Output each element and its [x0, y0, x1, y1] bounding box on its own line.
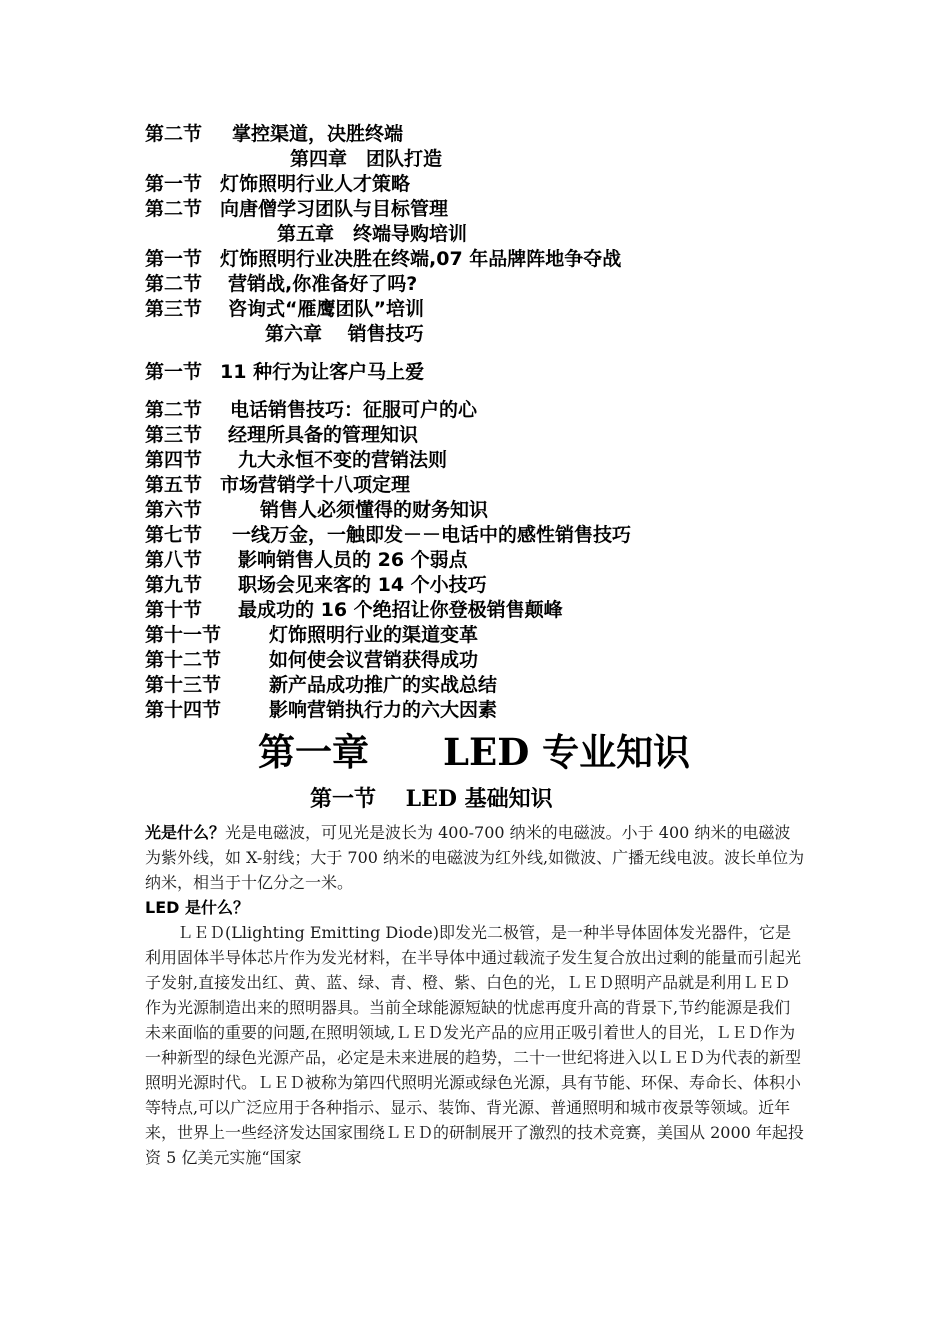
- toc-section-number: 第二节: [145, 399, 203, 421]
- toc-section-number: 第一节: [145, 361, 203, 383]
- toc-section-title: 灯饰照明行业决胜在终端,07 年品牌阵地争夺战: [220, 248, 622, 270]
- toc-line: [145, 673, 497, 698]
- toc-section-title: 第六章 销售技巧: [265, 323, 424, 345]
- toc-section-title: 掌控渠道，决胜终端: [232, 123, 404, 145]
- toc-section-title: 市场营销学十八项定理: [220, 474, 411, 496]
- toc-section-title: 第四章 团队打造: [290, 148, 443, 170]
- toc-line: [145, 272, 417, 297]
- toc-line: [145, 448, 447, 473]
- toc-section-number: 第二节: [145, 198, 203, 220]
- toc-section-title: 11 种行为让客户马上爱: [220, 361, 425, 383]
- toc-section-number: 第十四节: [145, 699, 222, 721]
- toc-line: [145, 197, 448, 222]
- toc-line: [145, 172, 410, 197]
- toc-section-number: 第七节: [145, 524, 203, 546]
- toc-line: [145, 473, 410, 498]
- toc-section-title: 九大永恒不变的营销法则: [238, 449, 448, 471]
- toc-section-title: 如何使会议营销获得成功: [269, 649, 479, 671]
- toc-line: [145, 548, 468, 573]
- question-led: LED 是什么？: [145, 898, 249, 917]
- toc-section-title: 职场会见来客的 14 个小技巧: [238, 574, 487, 596]
- toc-line: [265, 322, 424, 347]
- toc-section-number: 第十三节: [145, 674, 222, 696]
- toc-section-number: 第三节: [145, 298, 203, 320]
- toc-section-title: 影响销售人员的 26 个弱点: [238, 549, 468, 571]
- toc-section-title: 灯饰照明行业的渠道变革: [269, 624, 479, 646]
- chapter-title: 第一章 LED 专业知识: [258, 730, 691, 774]
- paragraph-led: ＬＥＤ(Llighting Emitting Diode)即发光二极管，是一种半导体固体发光器件，它是利用固体半导体芯片作为发光材料，在半导体中通过载流子发生复合放出过剩的能量而引起光子发射,直接发出红、黄、蓝、绿、青、橙、紫、白色的光，ＬＥＤ照明产品就是利用ＬＥＤ作为光源制造出来的照明器具。当前全球能源短缺的忧虑再度升高的背景下,节约能源是我们未来面临的重要的问题,在照明领域,ＬＥＤ发光产品的应用正吸引着世人的目光，ＬＥＤ作为一种新型的绿色光源产品，必定是未来进展的趋势，二十一世纪将进入以ＬＥＤ为代表的新型照明光源时代。ＬＥＤ被称为第四代照明光源或绿色光源，具有节能、环保、寿命长、体积小等特点,可以广泛应用于各种指示、显示、装饰、背光源、普通照明和城市夜景等领域。近年来，世界上一些经济发达国家围绕ＬＥＤ的研制展开了激烈的技术竞赛，美国从 2000 年起投资 5 亿美元实施“国家: [145, 923, 804, 1167]
- toc-section-title: 销售人必须懂得的财务知识: [260, 499, 489, 521]
- toc-line: [145, 698, 497, 723]
- toc-section-title: 电话销售技巧：征服可户的心: [230, 399, 478, 421]
- toc-section-number: 第二节: [145, 273, 203, 295]
- toc-line: [145, 573, 487, 598]
- paragraph-light: [145, 820, 805, 895]
- toc-section-number: 第八节: [145, 549, 203, 571]
- toc-line: [145, 498, 488, 523]
- question-light: 光是什么？: [145, 823, 226, 842]
- toc-section-number: 第三节: [145, 424, 203, 446]
- toc-line: [145, 297, 424, 322]
- toc-section-title: 经理所具备的管理知识: [228, 424, 419, 446]
- toc-section-title: 咨询式“雁鹰团队”培训: [228, 298, 424, 320]
- toc-section-number: 第十一节: [145, 624, 222, 646]
- toc-line: [145, 360, 424, 385]
- toc-line: [145, 598, 563, 623]
- toc-section-number: 第十节: [145, 599, 203, 621]
- body-text: [145, 820, 805, 1170]
- toc-line: [277, 222, 467, 247]
- toc-line: [145, 623, 478, 648]
- toc-section-number: 第五节: [145, 474, 203, 496]
- toc-line: [145, 648, 478, 673]
- toc-section-title: 新产品成功推广的实战总结: [269, 674, 498, 696]
- toc-line: [145, 398, 477, 423]
- answer-light: 光是电磁波，可见光是波长为 400-700 纳米的电磁波。小于 400 纳米的电磁波为紫外线，如 X-射线；大于 700 纳米的电磁波为红外线,如微波、广播无线电波。波长单位为纳米，相当于十亿分之一米。: [145, 823, 805, 892]
- toc-section-number: 第二节: [145, 123, 203, 145]
- toc-section-title: 灯饰照明行业人才策略: [220, 173, 411, 195]
- section-title: 第一节 LED 基础知识: [310, 786, 553, 812]
- toc-line: [145, 122, 403, 147]
- toc-section-title: 一线万金，一触即发－－电话中的感性销售技巧: [232, 524, 632, 546]
- toc-section-number: 第一节: [145, 248, 203, 270]
- toc-section-title: 向唐僧学习团队与目标管理: [220, 198, 449, 220]
- toc-section-title: 第五章 终端导购培训: [277, 223, 468, 245]
- toc-line: [145, 523, 631, 548]
- toc-section-number: 第四节: [145, 449, 203, 471]
- toc-section-number: 第六节: [145, 499, 203, 521]
- toc-section-title: 营销战,你准备好了吗?: [228, 273, 418, 295]
- toc-section-number: 第九节: [145, 574, 203, 596]
- toc-line: [145, 247, 621, 272]
- toc-line: [145, 423, 418, 448]
- toc-section-title: 影响营销执行力的六大因素: [269, 699, 498, 721]
- toc-section-number: 第一节: [145, 173, 203, 195]
- toc-section-number: 第十二节: [145, 649, 222, 671]
- toc-line: [290, 147, 442, 172]
- toc-section-title: 最成功的 16 个绝招让你登极销售颠峰: [238, 599, 563, 621]
